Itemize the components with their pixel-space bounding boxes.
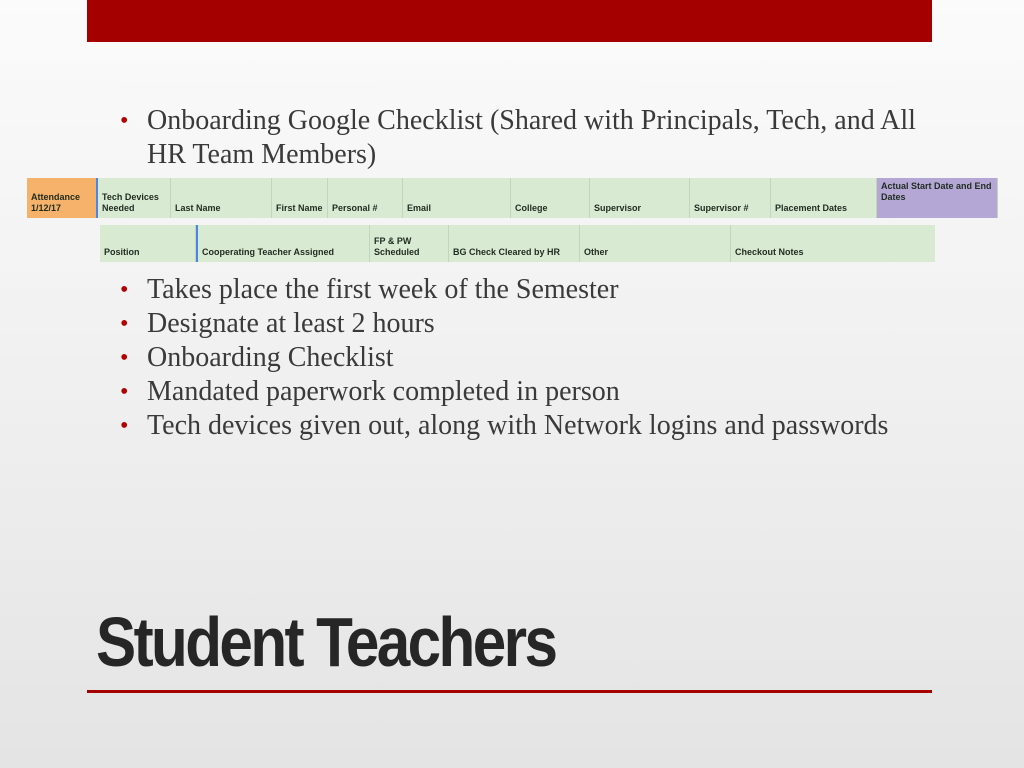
slide-title: Student Teachers xyxy=(96,603,556,681)
sheet-cell-email: Email xyxy=(403,178,511,218)
sheet-cell-tech-devices: Tech Devices Needed xyxy=(98,178,171,218)
bullet-item: • Onboarding Checklist xyxy=(118,341,898,375)
sheet-cell-college: College xyxy=(511,178,590,218)
sheet-cell-attendance: Attendance 1/12/17 xyxy=(27,178,98,218)
bullet-item: • Designate at least 2 hours xyxy=(118,307,898,341)
bottom-bullet-list xyxy=(118,273,898,443)
sheet-cell-position: Position xyxy=(100,225,196,262)
top-bullet-list xyxy=(118,104,918,172)
sheet-cell-last-name: Last Name xyxy=(171,178,272,218)
bullet-item: • Mandated paperwork completed in person xyxy=(118,375,898,409)
sheet-cell-other: Other xyxy=(580,225,731,262)
sheet-cell-supervisor: Supervisor xyxy=(590,178,690,218)
bullet-item: • Tech devices given out, along with Network logins and passwords xyxy=(118,409,898,443)
top-accent-bar xyxy=(87,0,932,42)
sheet-cell-checkout-notes: Checkout Notes xyxy=(735,247,804,257)
sheet-cell-personal-number: Personal # xyxy=(328,178,403,218)
title-underline xyxy=(87,690,932,693)
sheet-cell-supervisor-number: Supervisor # xyxy=(690,178,771,218)
spreadsheet-header-row-1 xyxy=(27,178,998,218)
bullet-item: • Takes place the first week of the Semester xyxy=(118,273,898,307)
sheet-cell-placement-dates: Placement Dates xyxy=(771,178,877,218)
sheet-cell-fp-pw: FP & PW Scheduled xyxy=(370,225,449,262)
sheet-cell-first-name: First Name xyxy=(272,178,328,218)
sheet-cell-actual-dates: Actual Start Date and End Dates xyxy=(877,178,998,218)
sheet-cell-bg-check: BG Check Cleared by HR xyxy=(449,225,580,262)
sheet-cell-cooperating-teacher: Cooperating Teacher Assigned xyxy=(196,225,370,262)
bullet-item: • Onboarding Google Checklist (Shared with Principals, Tech, and All HR Team Members) xyxy=(118,104,918,172)
spreadsheet-header-row-2 xyxy=(100,225,935,262)
